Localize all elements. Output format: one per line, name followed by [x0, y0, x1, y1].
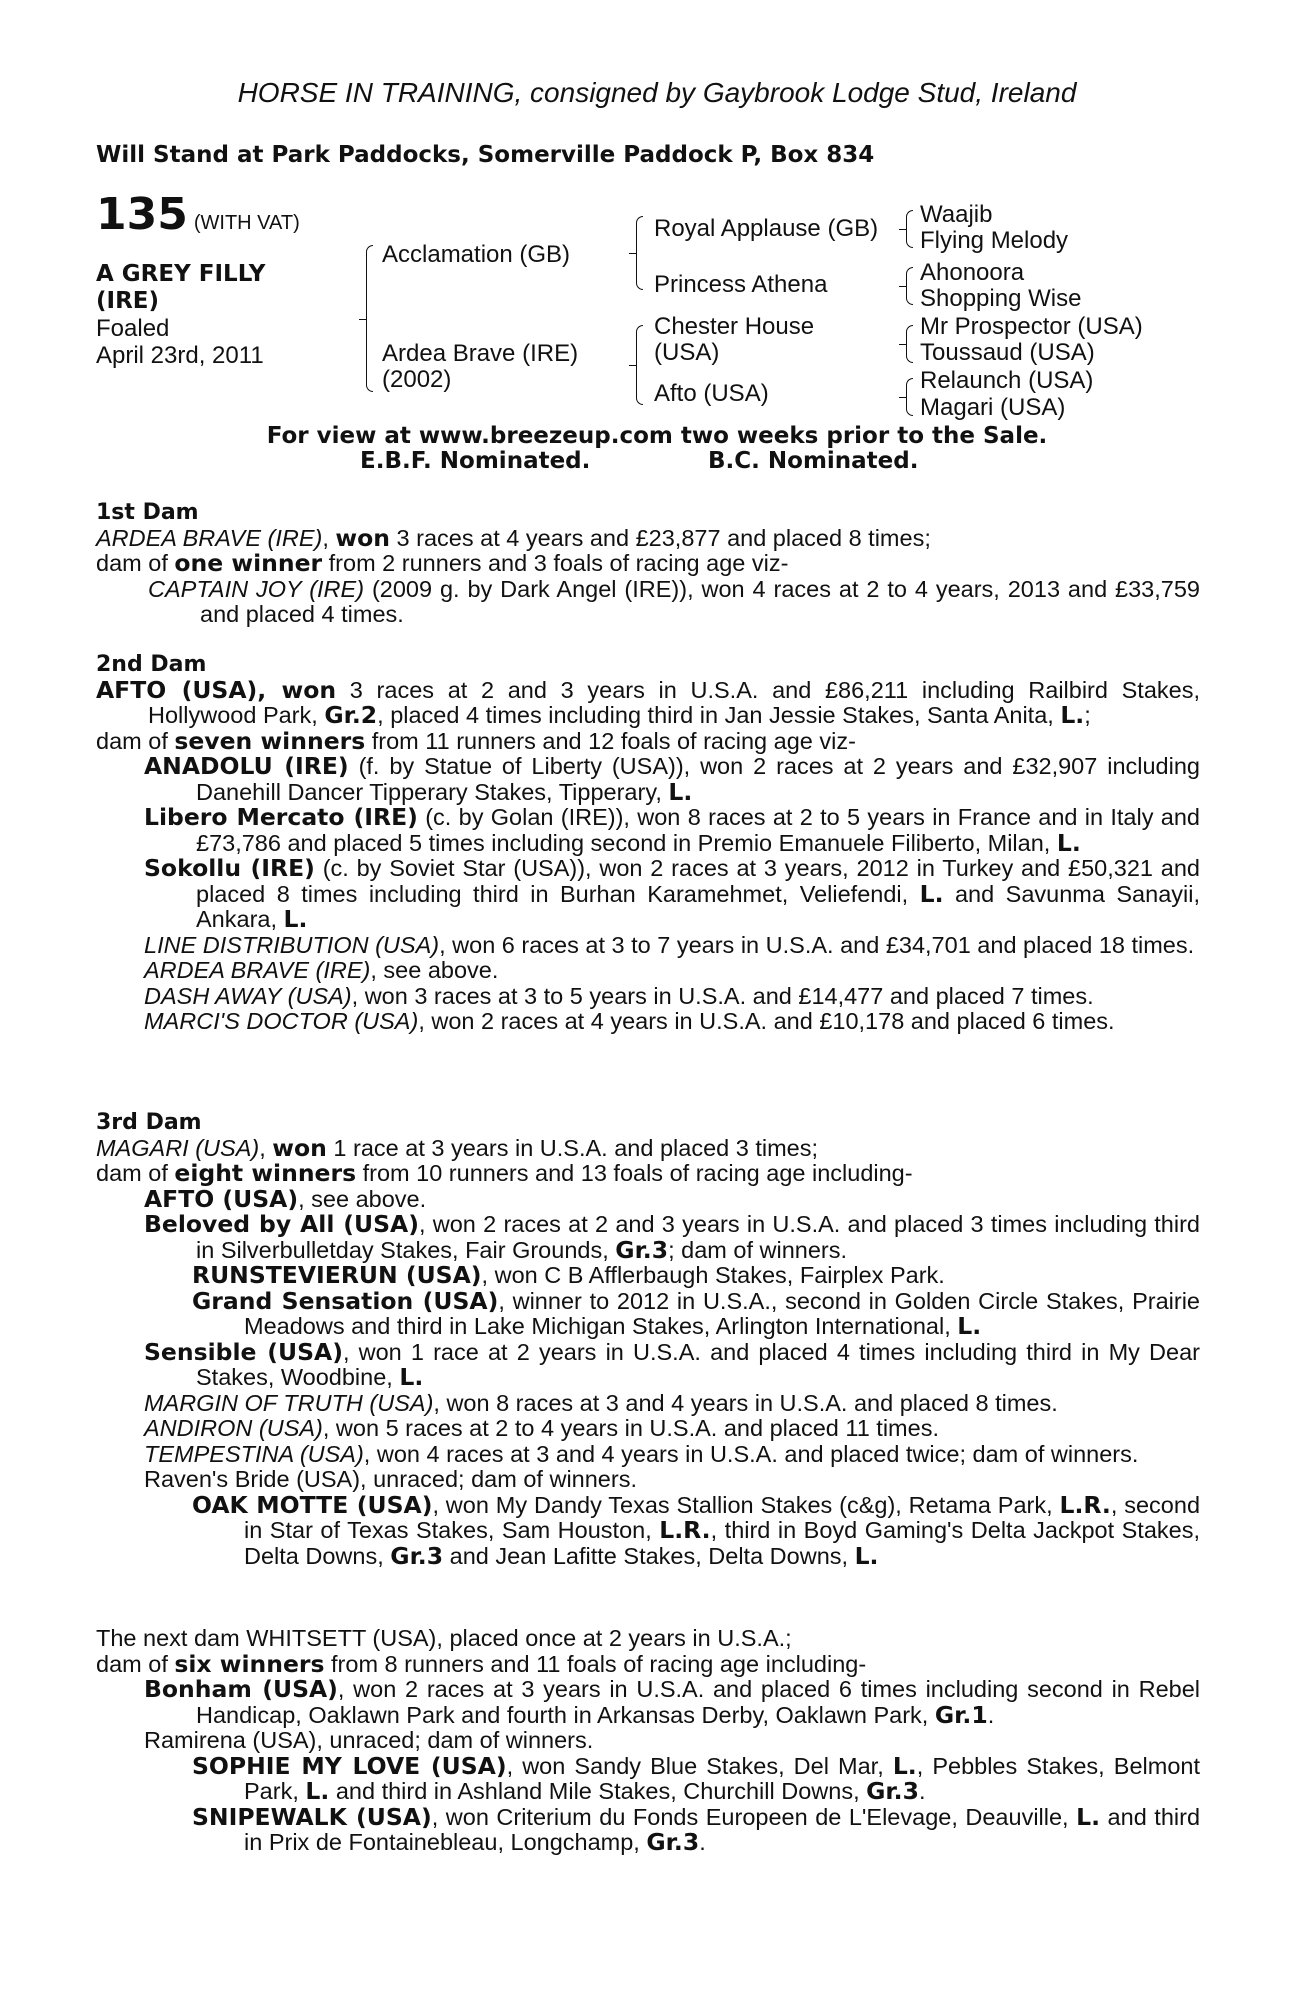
lot-vat: (WITH VAT) [193, 212, 300, 234]
stand-location: Will Stand at Park Paddocks, Somerville Paddock P, Box 834 [96, 142, 875, 168]
lot-date: April 23rd, 2011 [96, 342, 264, 369]
pedigree-brace-sd [906, 267, 913, 305]
pedigree-brace-main [366, 245, 373, 392]
second-dam-produce: dam of seven winners from 11 runners and 12 foals of racing age viz- [96, 726, 856, 755]
pedigree-brace-ds [906, 325, 913, 363]
foal-beloved: Beloved by All (USA), won 2 races at 2 and 3 years in U.S.A. and placed 3 times including third in Silverbulletday Stakes, Fair Grounds, Gr.3; dam of winners. [144, 1210, 1200, 1264]
third-dam-produce: dam of eight winners from 10 runners and 13 foals of racing age including- [96, 1159, 913, 1187]
first-dam-heading: 1st Dam [96, 500, 199, 525]
pedigree-brace-dam [636, 325, 643, 405]
pedigree-sdd: Shopping Wise [920, 285, 1082, 312]
pedigree-sss: Waajib [920, 201, 993, 228]
second-dam-section [96, 652, 1200, 1035]
foal-sophie: SOPHIE MY LOVE (USA), won Sandy Blue Stakes, Del Mar, L., Pebbles Stakes, Belmont Park, L. and third in Ashland Mile Stakes, Churchill Downs, Gr.3. [192, 1751, 1200, 1805]
pedigree-sire: Acclamation (GB) [382, 241, 571, 268]
foal-sokollu: Sokollu (IRE) (c. by Soviet Star (USA)), won 2 races at 3 years, 2012 in Turkey and £50,321 and placed 8 times including third in Burhan Karamehmet, Veliefendi, L. and Savunma Sanayii, Ankara, L. [144, 854, 1201, 933]
foal-sensible: Sensible (USA), won 1 race at 2 years in U.S.A. and placed 4 times including third in My Dear Stakes, Woodbine, L. [144, 1337, 1200, 1391]
foal-snipewalk: SNIPEWALK (USA), won Criterium du Fonds Europeen de L'Elevage, Deauville, L. and third in Prix de Fontainebleau, Longchamp, Gr.3. [192, 1802, 1201, 1856]
pedigree-ddd: Magari (USA) [920, 394, 1066, 421]
pedigree-dam-sire-1: Chester House [654, 313, 815, 340]
foal-tempestina: TEMPESTINA (USA), won 4 races at 3 and 4 years in U.S.A. and placed twice; dam of winners. [144, 1440, 1139, 1467]
pedigree-dss: Mr Prospector (USA) [920, 313, 1143, 340]
foal-afto: AFTO (USA), see above. [144, 1184, 427, 1213]
first-dam-produce: dam of one winner from 2 runners and 3 foals of racing age viz- [96, 549, 789, 577]
pedigree-brace-sire [636, 216, 643, 290]
pedigree-ssd: Flying Melody [920, 227, 1069, 254]
third-dam-line: MAGARI (USA), won 1 race at 3 years in U.S.A. and placed 3 times; [96, 1133, 819, 1162]
pedigree-dds: Relaunch (USA) [920, 367, 1094, 394]
foal-grand: Grand Sensation (USA), winner to 2012 in U.S.A., second in Golden Circle Stakes, Prairie Meadows and third in Lake Michigan Stakes, Arlington International, L. [192, 1286, 1200, 1340]
lot-foaled: Foaled [96, 315, 170, 342]
second-dam-heading: 2nd Dam [96, 652, 207, 677]
pedigree-sire-dam: Princess Athena [654, 271, 828, 298]
bc-note: B.C. Nominated. [708, 448, 919, 474]
foal-ardea: ARDEA BRAVE (IRE), see above. [144, 957, 499, 983]
pedigree-dsd: Toussaud (USA) [920, 339, 1095, 366]
first-dam-section [96, 500, 1200, 628]
first-dam-line: ARDEA BRAVE (IRE), won 3 races at 4 years and £23,877 and placed 8 times; [96, 523, 931, 552]
view-note: For view at www.breezeup.com two weeks prior to the Sale. [266, 423, 1048, 449]
foal-runstevierun: RUNSTEVIERUN (USA), won C B Afflerbaugh Stakes, Fairplex Park. [192, 1261, 945, 1289]
foal-libero: Libero Mercato (IRE) (c. by Golan (IRE)), won 8 races at 2 to 5 years in France and in Italy and £73,786 and placed 5 times including second in Premio Emanuele Filiberto, Milan, L. [144, 803, 1200, 857]
page-title: HORSE IN TRAINING, consigned by Gaybrook Lodge Stud, Ireland [237, 77, 1077, 108]
pedigree-sire-sire: Royal Applause (GB) [654, 215, 879, 242]
foal-bonham: Bonham (USA), won 2 races at 3 years in U.S.A. and placed 6 times including second in Rebel Handicap, Oaklawn Park and fourth in Arkansas Derby, Oaklawn Park, Gr.1. [144, 1675, 1200, 1729]
foal-ramirena: Ramirena (USA), unraced; dam of winners. [144, 1727, 594, 1753]
pedigree-dam-year: (2002) [382, 366, 452, 393]
foal-line: LINE DISTRIBUTION (USA), won 6 races at 3 to 7 years in U.S.A. and £34,701 and placed 18 times. [144, 931, 1195, 958]
lot-number: 135 [96, 189, 188, 240]
pedigree-dam-sire-2: (USA) [654, 339, 720, 366]
foal-raven: Raven's Bride (USA), unraced; dam of winners. [144, 1466, 637, 1492]
ebf-note: E.B.F. Nominated. [360, 448, 591, 474]
foal-andiron: ANDIRON (USA), won 5 races at 2 to 4 years in U.S.A. and placed 11 times. [144, 1415, 939, 1441]
next-dam-line: The next dam WHITSETT (USA), placed once at 2 years in U.S.A.; [96, 1625, 792, 1651]
pedigree-dam: Ardea Brave (IRE) [382, 340, 579, 367]
foal-anadolu: ANADOLU (IRE) (f. by Statue of Liberty (USA)), won 2 races at 2 years and £32,907 including Danehill Dancer Tipperary Stakes, Tipperary, L. [144, 752, 1200, 806]
pedigree-dam-dam: Afto (USA) [654, 380, 769, 407]
foal-margin: MARGIN OF TRUTH (USA), won 8 races at 3 and 4 years in U.S.A. and placed 8 times. [144, 1389, 1058, 1416]
foal-marci: MARCI'S DOCTOR (USA), won 2 races at 4 years in U.S.A. and £10,178 and placed 6 times. [144, 1008, 1115, 1034]
lot-desc-2: (IRE) [96, 288, 160, 314]
second-dam-line: AFTO (USA), won 3 races at 2 and 3 years in U.S.A. and £86,211 including Railbird Stakes, Hollywood Park, Gr.2, placed 4 times including third in Jan Jessie Stakes, Santa Anita, L.; [96, 675, 1201, 729]
lot-desc-1: A GREY FILLY [96, 261, 266, 287]
foal-oak-motte: OAK MOTTE (USA), won My Dandy Texas Stallion Stakes (c&g), Retama Park, L.R., second in Star of Texas Stakes, Sam Houston, L.R., third in Boyd Gaming's Delta Jackpot Stakes, Delta Downs, Gr.3 and Jean Lafitte Stakes, Delta Downs, L. [192, 1490, 1201, 1570]
pedigree-sds: Ahonoora [920, 259, 1025, 286]
lot-info [96, 189, 300, 240]
pedigree-brace-ss [906, 210, 913, 248]
foal-dash: DASH AWAY (USA), won 3 races at 3 to 5 years in U.S.A. and £14,477 and placed 7 times. [144, 982, 1094, 1009]
third-dam-section [96, 1110, 1200, 1569]
next-dam-produce: dam of six winners from 8 runners and 11 foals of racing age including- [96, 1649, 867, 1678]
next-dam-section [96, 1626, 1200, 1856]
pedigree-brace-dd [906, 378, 913, 416]
third-dam-heading: 3rd Dam [96, 1110, 202, 1135]
first-dam-foal: CAPTAIN JOY (IRE) (2009 g. by Dark Angel (IRE)), won 4 races at 2 to 4 years, 2013 and £33,759 and placed 4 times. [148, 575, 1200, 627]
